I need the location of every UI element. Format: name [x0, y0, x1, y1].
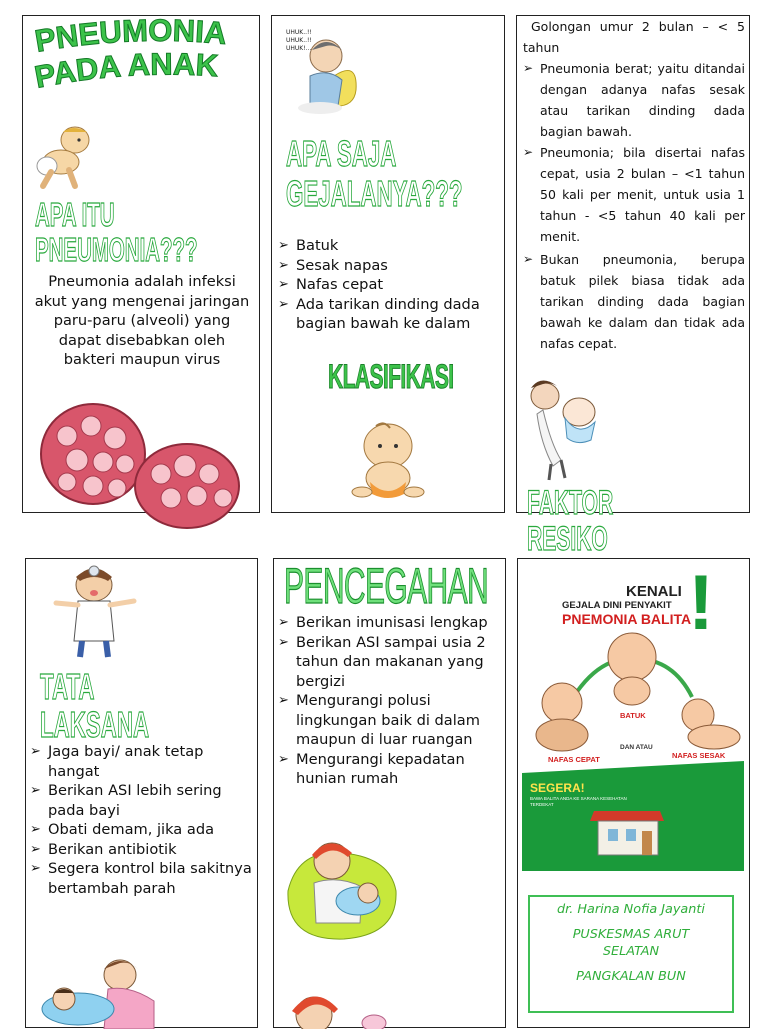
- classification-item: ➢ Bukan pneumonia, berupa batuk pilek biasa tidak ada tarikan dinding dada bagian bawah ke dalam dan tidak ada nafas cepat.: [523, 249, 745, 354]
- heading-gejala-line1: APA SAJA: [286, 133, 397, 174]
- title-line-2: PADA ANAK: [31, 46, 220, 95]
- poster-subtitle: GEJALA DINI PENYAKIT: [562, 600, 672, 611]
- title-wordart: [31, 18, 261, 98]
- label-nafas-sesak: NAFAS SESAK: [672, 751, 726, 760]
- alveoli-illustration: [37, 400, 259, 512]
- treatment-item: ➢ Jaga bayi/ anak tetap hangat: [30, 742, 252, 781]
- heading-klasifikasi: KLASIFIKASI: [328, 358, 454, 396]
- prevention-item: ➢ Mengurangi kepadatan hunian rumah: [278, 750, 500, 789]
- mother-breastfeeding-illustration: [278, 831, 404, 945]
- heading-apa-itu: [35, 198, 198, 266]
- coughing-child-illustration: [280, 20, 366, 116]
- poster-kenali: KENALI: [626, 583, 682, 600]
- heading-apa-itu-line2: PNEUMONIA???: [35, 231, 198, 268]
- treatment-item: ➢ Obati demam, jika ada: [30, 820, 252, 840]
- label-dan-atau: DAN ATAU: [620, 744, 653, 751]
- author-name: dr. Harina Nofia Jayanti: [557, 902, 705, 917]
- symptom-item: ➢ Ada tarikan dinding dada bagian bawah ke dalam: [278, 295, 496, 334]
- symptom-item: ➢ Nafas cepat: [278, 275, 496, 295]
- heading-faktor-resiko: [527, 486, 613, 556]
- poster-green-footer: [522, 761, 744, 871]
- speech-3: UHUK!...: [286, 45, 312, 52]
- symptom-list: [278, 236, 496, 334]
- heading-tata-laksana: [40, 666, 150, 745]
- title-line-1: PNEUMONIA: [32, 18, 228, 59]
- heading-tata: TATA: [40, 666, 95, 707]
- pneumonia-poster: [522, 558, 744, 869]
- classification-text: [523, 16, 745, 354]
- symptom-item: ➢ Sesak napas: [278, 256, 496, 276]
- prevention-item: ➢ Mengurangi polusi lingkungan baik di dalam maupun di luar ruangan: [278, 691, 500, 750]
- heading-faktor: FAKTOR: [527, 484, 614, 522]
- panel-poster-credit: [517, 558, 750, 1028]
- definition-text: Pneumonia adalah infeksi akut yang mengenai jaringan paru-paru (alveoli) yang dapat disebabkan oleh bakteri maupun virus: [34, 273, 250, 369]
- treatment-list: [30, 742, 252, 898]
- sitting-baby-illustration: [346, 416, 430, 502]
- speech-1: UHUK..!!: [286, 29, 312, 36]
- poster-title: PNEMONIA BALITA: [562, 611, 692, 627]
- baby-crawling-illustration: [29, 122, 99, 192]
- poster-exclamation: !: [688, 558, 714, 646]
- panel-klasifikasi-detail: [516, 15, 750, 558]
- treatment-item: ➢ Berikan antibiotik: [30, 840, 252, 860]
- prevention-list: [278, 613, 500, 789]
- treatment-item: ➢ Berikan ASI lebih sering pada bayi: [30, 781, 252, 820]
- panel-pneumonia-pada-anak: [22, 15, 260, 513]
- treatment-item: ➢ Segera kontrol bila sakitnya bertambah parah: [30, 859, 252, 898]
- org-line-2: SELATAN: [602, 944, 660, 959]
- prevention-item: ➢ Berikan ASI sampai usia 2 tahun dan makanan yang bergizi: [278, 633, 500, 692]
- mother-illustration-partial: [278, 985, 398, 1029]
- classification-item: ➢ Pneumonia berat; yaitu ditandai dengan adanya nafas sesak atau tarikan dinding dada bagian bawah.: [523, 58, 745, 142]
- prevention-item: ➢ Berikan imunisasi lengkap: [278, 613, 500, 633]
- credit-box: [528, 895, 734, 1013]
- panel-pencegahan: [273, 558, 506, 1028]
- heading-gejala-line2: GEJALANYA???: [286, 173, 463, 214]
- mother-hugging-baby-illustration: [521, 374, 613, 482]
- heading-gejala: [286, 133, 463, 214]
- label-batuk: BATUK: [620, 711, 646, 720]
- doctor-illustration: [48, 563, 140, 661]
- panel-gejala: [271, 15, 505, 513]
- poster-babies-illustration: [522, 627, 744, 757]
- heading-laksana: LAKSANA: [40, 704, 150, 745]
- poster-segera: SEGERA!: [530, 781, 585, 795]
- heading-apa-itu-line1: APA ITU: [35, 196, 115, 233]
- mother-caring-child-illustration: [34, 949, 174, 1029]
- heading-resiko: RESIKO: [527, 520, 608, 558]
- classification-item: ➢ Pneumonia; bila disertai nafas cepat, usia 2 bulan – <1 tahun 50 kali per menit, untuk usia 1 tahun - <5 tahun 40 kali per menit.: [523, 142, 745, 247]
- poster-segera-sub: BAWA BALITA ANDA KE SARANA KESEHATAN TERDEKAT: [530, 796, 627, 807]
- label-nafas-cepat: NAFAS CEPAT: [548, 755, 600, 764]
- age-group-intro: Golongan umur 2 bulan – < 5 tahun: [523, 19, 745, 55]
- city: PANGKALAN BUN: [576, 969, 686, 984]
- heading-pencegahan: PENCEGAHAN: [284, 558, 489, 614]
- org-line-1: PUSKESMAS ARUT: [572, 927, 690, 942]
- panel-tata-laksana: [25, 558, 258, 1028]
- speech-2: UHUK..!!: [286, 37, 312, 44]
- symptom-item: ➢ Batuk: [278, 236, 496, 256]
